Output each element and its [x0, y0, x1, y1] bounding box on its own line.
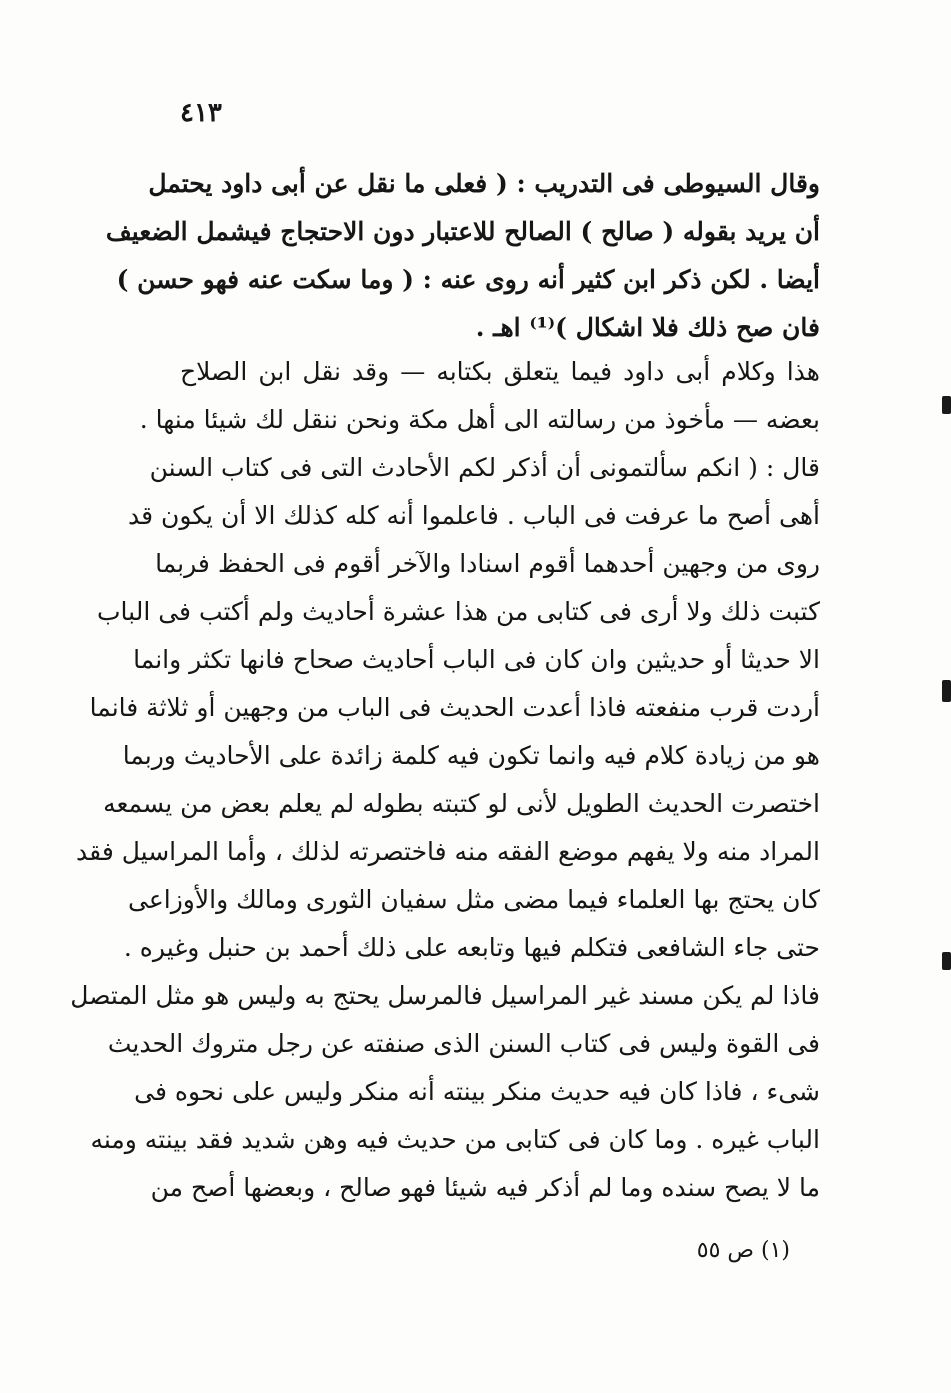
text-line: هو من زيادة كلام فيه وانما تكون فيه كلمة زائدة على الأحاديث وربما — [122, 741, 820, 770]
text-line: أيضا . لكن ذكر ابن كثير أنه روى عنه : ( وما سكت عنه فهو حسن ) — [116, 265, 820, 294]
paragraph-suyuti-quote — [105, 160, 820, 352]
text-line: هذا وكلام أبى داود فيما يتعلق بكتابه — وقد نقل ابن الصلاح — [180, 357, 820, 386]
text-line: أردت قرب منفعته فاذا أعدت الحديث فى الباب من وجهين أو ثلاثة فانما — [89, 693, 820, 722]
text-line: فاذا لم يكن مسند غير المراسيل فالمرسل يحتج به وليس هو مثل المتصل — [70, 981, 820, 1010]
text-line: أهى أصح ما عرفت فى الباب . فاعلموا أنه كله كذلك الا أن يكون قد — [127, 501, 820, 530]
text-line: كتبت ذلك ولا أرى فى كتابى من هذا عشرة أحاديث ولم أكتب فى الباب — [97, 597, 820, 626]
text-line: شىء ، فاذا كان فيه حديث منكر بينته أنه منكر وليس على نحوه فى — [134, 1077, 820, 1106]
text-line: قال : ( انكم سألتمونى أن أذكر لكم الأحادث التى فى كتاب السنن — [149, 453, 820, 482]
text-line: فان صح ذلك فلا اشكال )⁽¹⁾ اهـ . — [475, 313, 820, 342]
text-line: اختصرت الحديث الطويل لأنى لو كتبته بطوله لم يعلم بعض من يسمعه — [103, 789, 820, 818]
text-line: فى القوة وليس فى كتاب السنن الذى صنفته عن رجل متروك الحديث — [107, 1029, 820, 1058]
text-line: الا حديثا أو حديثين وان كان فى الباب أحاديث صحاح فانها تكثر وانما — [133, 645, 820, 674]
scan-edge-mark — [942, 680, 951, 702]
text-line: حتى جاء الشافعى فتكلم فيها وتابعه على ذلك أحمد بن حنبل وغيره . — [123, 933, 820, 962]
paragraph-abu-dawud-letter — [70, 348, 820, 1212]
page-number: ٤١٣ — [180, 98, 222, 128]
scan-edge-mark — [942, 396, 951, 414]
text-line: كان يحتج بها العلماء فيما مضى مثل سفيان الثورى ومالك والأوزاعى — [128, 885, 820, 914]
text-line: ما لا يصح سنده وما لم أذكر فيه شيئا فهو صالح ، وبعضها أصح من — [150, 1173, 820, 1202]
text-line: روى من وجهين أحدهما أقوم اسنادا والآخر أقوم فى الحفظ فربما — [155, 549, 820, 578]
text-line: الباب غيره . وما كان فى كتابى من حديث فيه وهن شديد فقد بينته ومنه — [90, 1125, 820, 1154]
text-line: أن يريد بقوله ( صالح ) الصالح للاعتبار دون الاحتجاج فيشمل الضعيف — [105, 217, 820, 246]
text-line: وقال السيوطى فى التدريب : ( فعلى ما نقل عن أبى داود يحتمل — [148, 169, 820, 198]
scan-edge-mark — [942, 952, 951, 970]
footnote: (١) ص ٥٥ — [696, 1238, 790, 1263]
text-line: المراد منه ولا يفهم موضع الفقه منه فاختصرته لذلك ، وأما المراسيل فقد — [76, 837, 820, 866]
text-line: بعضه — مأخوذ من رسالته الى أهل مكة ونحن ننقل لك شيئا منها . — [139, 405, 820, 434]
